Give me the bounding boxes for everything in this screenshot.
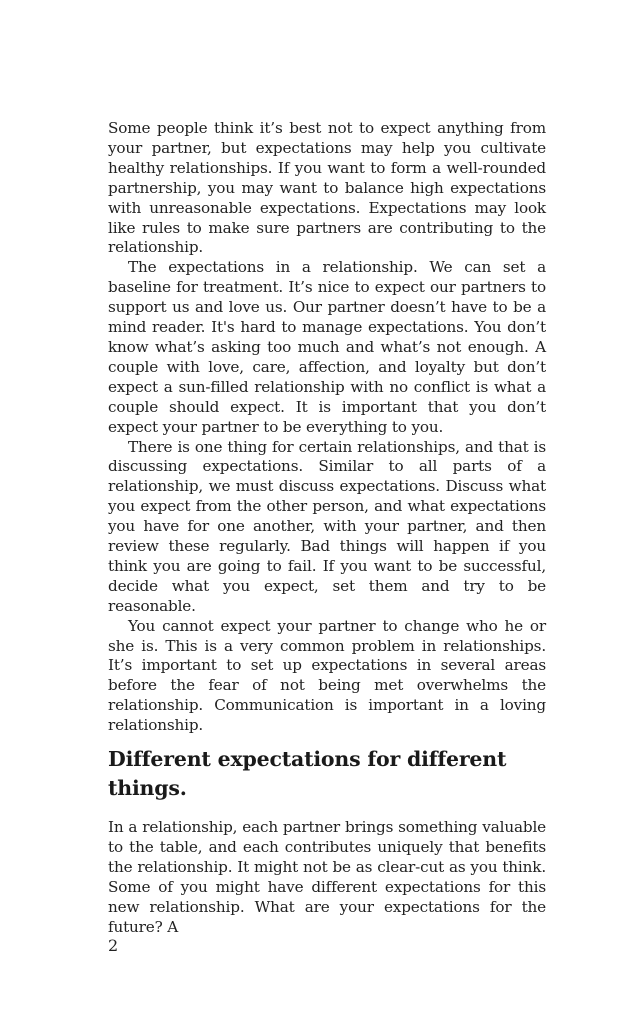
paragraph: In a relationship, each partner brings something valuable to the table, and each contributes uniquely that benefits the relationship. It might not be as clear-cut as you think. Some of you might have different expectations for this new relationship. What are your expectations for the future? A bbox=[108, 818, 546, 936]
section-text bbox=[108, 818, 546, 937]
paragraph: There is one thing for certain relationships, and that is discussing expectations. Similar to all parts of a relationship, we must discuss expectations. Discuss what you expect from the other person, and what expectations you have for one another, with your partner, and then review these regularly. Bad things will happen if you think you are going to fail. If you want to be successful, decide what you expect, set them and try to be reasonable. bbox=[108, 437, 546, 615]
paragraph: You cannot expect your partner to change who he or she is. This is a very common problem in relationships. It’s important to set up expectations in several areas before the fear of not being met overwhelms the relationship. Communication is important in a loving relationship. bbox=[108, 616, 546, 735]
section-heading: Different expectations for different things. bbox=[108, 747, 507, 800]
paragraph: Some people think it’s best not to expect anything from your partner, but expectations may help you cultivate healthy relationships. If you want to form a well-rounded partnership, you may want to balance high expectations with unreasonable expectations. Expectations may look like rules to make sure partners are contributing to the relationship. bbox=[108, 119, 546, 257]
paragraph: The expectations in a relationship. We can set a baseline for treatment. It’s nice to expect our partners to support us and love us. Our partner doesn’t have to be a mind reader. It's hard to manage expectations. You don’t know what’s asking too much and what’s not enough. A couple with love, care, affection, and loyalty but don’t expect a sun-filled relationship with no conflict is what a couple should expect. It is important that you don’t expect your partner to be everything to you. bbox=[108, 258, 546, 436]
body-text bbox=[108, 119, 546, 736]
page-number: 2 bbox=[108, 936, 119, 955]
